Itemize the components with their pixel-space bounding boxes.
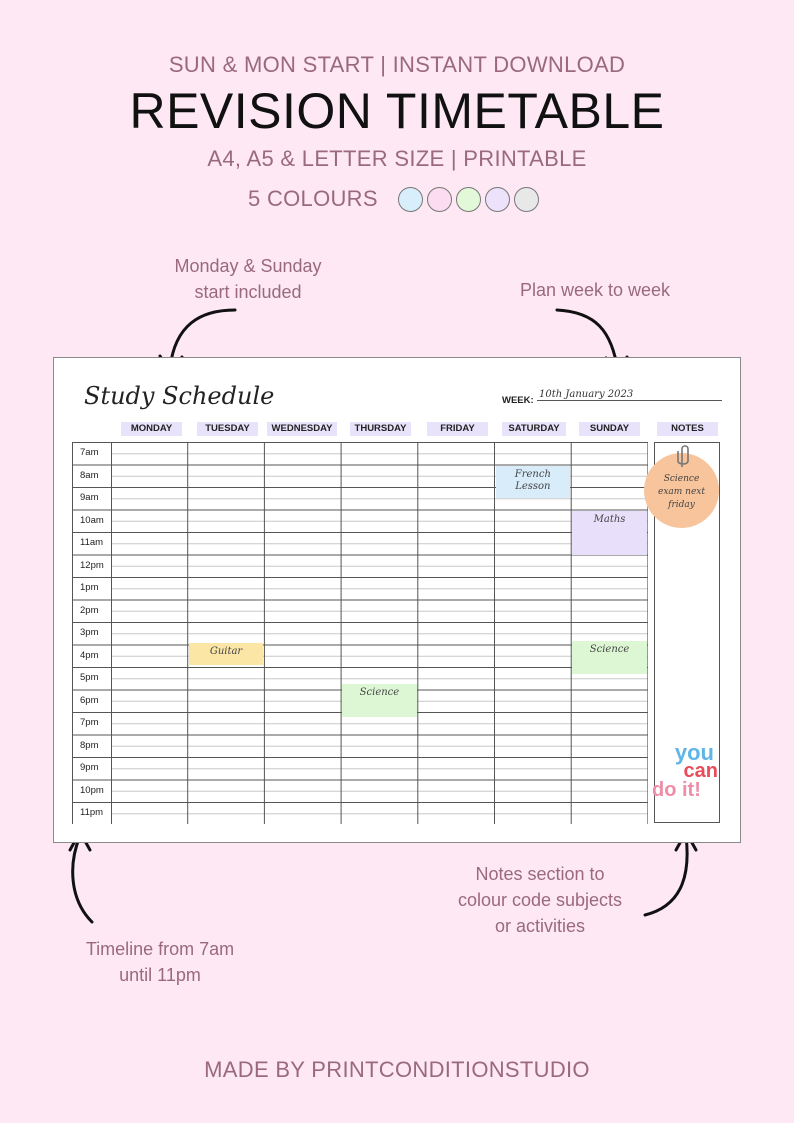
time-label: 5pm [80, 672, 99, 683]
footer-credit: MADE BY PRINTCONDITIONSTUDIO [204, 1057, 590, 1082]
week-label: WEEK: [502, 395, 534, 406]
event-text-line1: Science [589, 644, 630, 655]
day-header-sunday: SUNDAY [579, 422, 640, 436]
schedule-sheet [53, 357, 741, 843]
timetable-grid [72, 442, 648, 824]
event-block[interactable] [496, 466, 571, 499]
day-header-friday: FRIDAY [427, 422, 488, 436]
tagline-top: SUN & MON START | INSTANT DOWNLOAD [168, 52, 626, 77]
colours-label: 5 COLOURS [248, 186, 378, 211]
sticky-note-line1: Science [663, 474, 700, 484]
event-block[interactable] [189, 643, 264, 665]
callout-notes-line2: colour code subjects [457, 890, 623, 910]
callout-notes-line3: or activities [494, 916, 586, 936]
day-header-wednesday: WEDNESDAY [267, 422, 337, 436]
time-label: 10am [80, 514, 104, 526]
schedule-title: Study Schedule [84, 382, 275, 410]
time-label: 9pm [80, 762, 99, 773]
event-text-line1: Maths [593, 513, 626, 525]
day-header-monday: MONDAY [121, 422, 182, 436]
time-label: 9am [80, 492, 99, 503]
sticky-note-line3: friday [668, 500, 695, 510]
event-text-line1: Science [359, 686, 400, 698]
time-label: 4pm [80, 649, 99, 661]
time-label: 7am [80, 447, 99, 458]
event-block[interactable] [572, 641, 647, 674]
grid-lines [72, 442, 648, 824]
motivation-line1: you [674, 740, 714, 765]
notes-header: NOTES [657, 422, 718, 436]
day-header-saturday: SATURDAY [502, 422, 566, 436]
page-title: REVISION TIMETABLE [129, 83, 665, 139]
time-label: 1pm [80, 582, 99, 593]
callout-timeline-line1: Timeline from 7am [85, 939, 235, 959]
time-label: 8am [80, 469, 99, 481]
time-label: 2pm [80, 604, 99, 616]
motivation-sticker [652, 740, 722, 801]
arrow-notes [645, 836, 687, 915]
paperclip-icon [672, 443, 692, 469]
callout-timeline-line2: until 11pm [119, 965, 201, 985]
time-label: 12pm [80, 559, 104, 571]
event-text-line2: Lesson [515, 480, 551, 492]
callout-notes-line1: Notes section to [475, 864, 605, 884]
motivation-line3: do it! [652, 779, 701, 801]
week-field[interactable]: 10th January 2023 [537, 389, 722, 401]
time-label: 11pm [80, 807, 104, 818]
day-header-tuesday: TUESDAY [197, 422, 258, 436]
callout-timeline [60, 936, 260, 988]
time-label: 7pm [80, 717, 99, 728]
callout-plan-week: Plan week to week [519, 280, 671, 300]
event-block[interactable] [572, 511, 647, 555]
time-label: 10pm [80, 784, 104, 796]
time-label: 3pm [80, 627, 99, 638]
time-label: 8pm [80, 739, 99, 751]
sticky-note-line2: exam next [658, 487, 705, 497]
time-label: 11am [80, 537, 104, 548]
day-header-thursday: THURSDAY [350, 422, 411, 436]
event-text-line1: French [514, 468, 551, 480]
motivation-line2: can [683, 760, 718, 782]
time-label: 6pm [80, 694, 99, 706]
callout-monday-sunday-line2: start included [194, 282, 302, 302]
event-text-line1: Guitar [209, 646, 243, 658]
event-block[interactable] [342, 684, 417, 717]
callout-monday-sunday-line1: Monday & Sunday [174, 256, 322, 276]
callout-notes [430, 861, 650, 939]
tagline-sizes: A4, A5 & LETTER SIZE | PRINTABLE [207, 146, 587, 171]
